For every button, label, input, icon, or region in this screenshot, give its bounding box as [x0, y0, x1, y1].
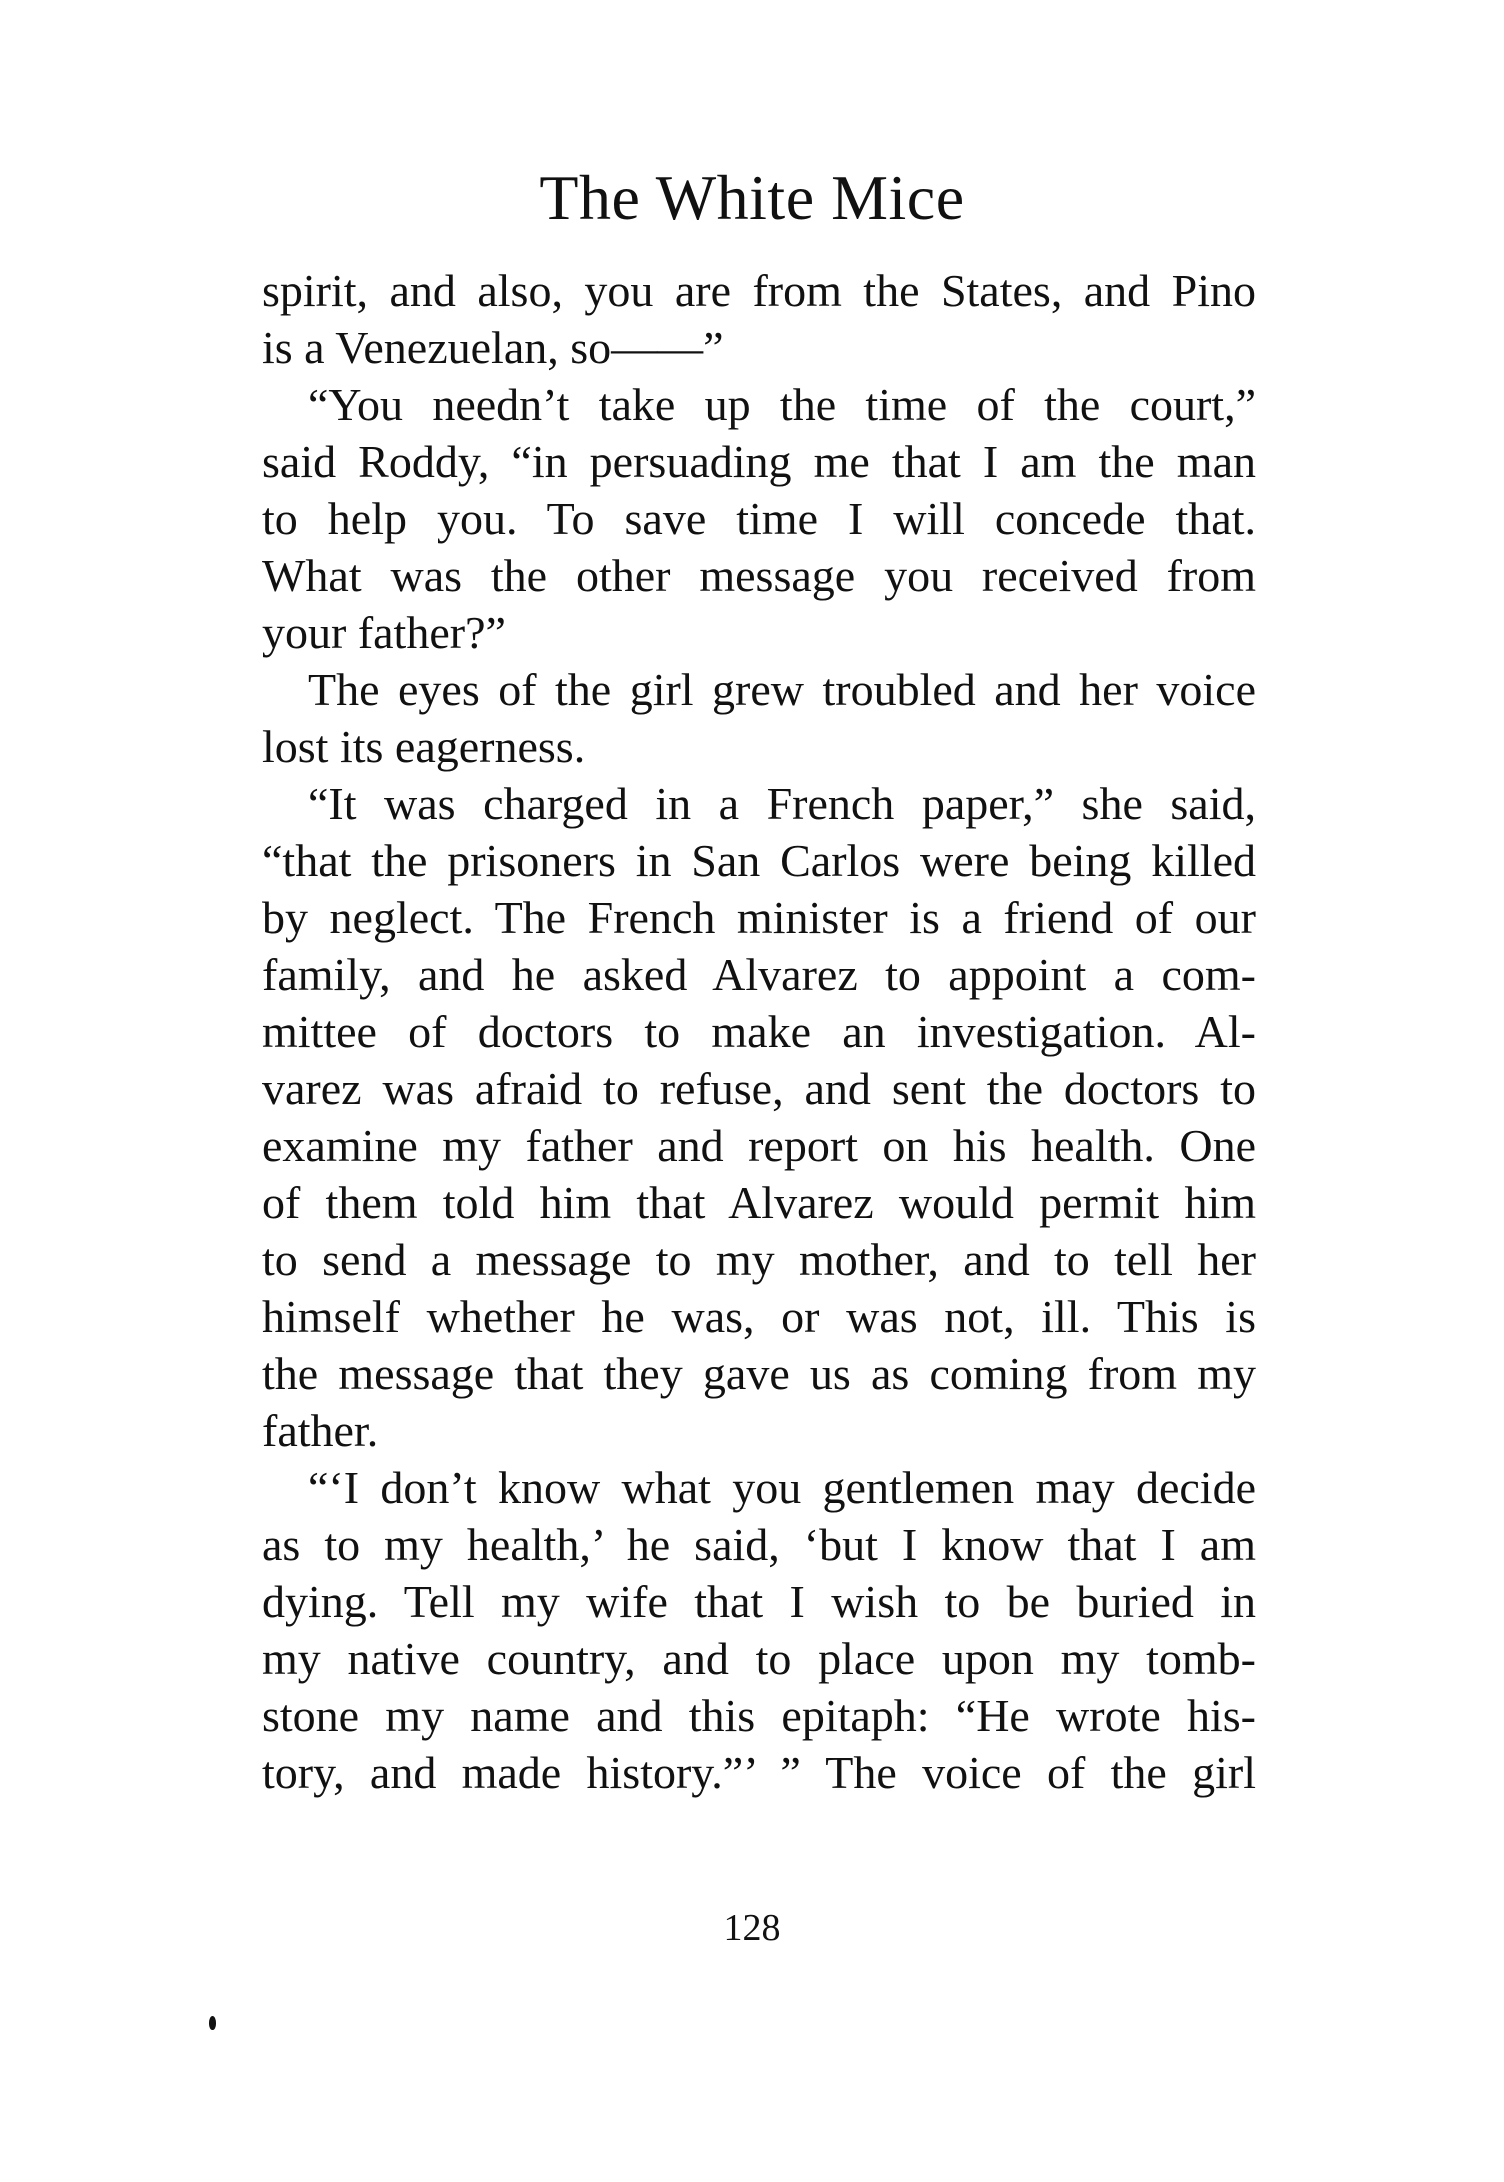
text-line: the message that they gave us as coming from my: [262, 1348, 1256, 1399]
text-line: father.: [262, 1405, 379, 1456]
text-line: of them told him that Alvarez would permit him: [262, 1177, 1256, 1228]
text-line: “You needn’t take up the time of the court,”: [308, 379, 1256, 430]
text-line: your father?”: [262, 607, 506, 658]
text-line: lost its eagerness.: [262, 721, 586, 772]
text-line: as to my health,’ he said, ‘but I know that I am: [262, 1519, 1256, 1570]
print-speck: [209, 2016, 216, 2030]
text-line: The eyes of the girl grew troubled and her voice: [308, 664, 1256, 715]
text-line: tory, and made history.”’ ” The voice of the girl: [262, 1747, 1256, 1798]
text-line: spirit, and also, you are from the States, and Pino: [262, 265, 1256, 316]
text-line: by neglect. The French minister is a friend of our: [262, 892, 1256, 943]
text-line: to send a message to my mother, and to tell her: [262, 1234, 1256, 1285]
text-line: examine my father and report on his health. One: [262, 1120, 1256, 1171]
text-line: said Roddy, “in persuading me that I am the man: [262, 436, 1256, 487]
text-line: stone my name and this epitaph: “He wrote his-: [262, 1690, 1256, 1741]
text-line: family, and he asked Alvarez to appoint a com-: [262, 949, 1256, 1000]
text-line: himself whether he was, or was not, ill. This is: [262, 1291, 1256, 1342]
text-line: “‘I don’t know what you gentlemen may decide: [308, 1462, 1256, 1513]
body-text: [262, 262, 1256, 1801]
text-line: dying. Tell my wife that I wish to be buried in: [262, 1576, 1256, 1627]
text-line: varez was afraid to refuse, and sent the doctors to: [262, 1063, 1256, 1114]
text-line: “It was charged in a French paper,” she said,: [308, 778, 1256, 829]
text-line: is a Venezuelan, so——”: [262, 322, 724, 373]
text-line: my native country, and to place upon my tomb-: [262, 1633, 1256, 1684]
text-line: mittee of doctors to make an investigation. Al-: [262, 1006, 1256, 1057]
text-line: What was the other message you received from: [262, 550, 1256, 601]
text-line: “that the prisoners in San Carlos were being killed: [262, 835, 1256, 886]
page-number: 128: [723, 1907, 781, 1949]
text-line: to help you. To save time I will concede that.: [262, 493, 1256, 544]
running-head: The White Mice: [539, 162, 965, 233]
